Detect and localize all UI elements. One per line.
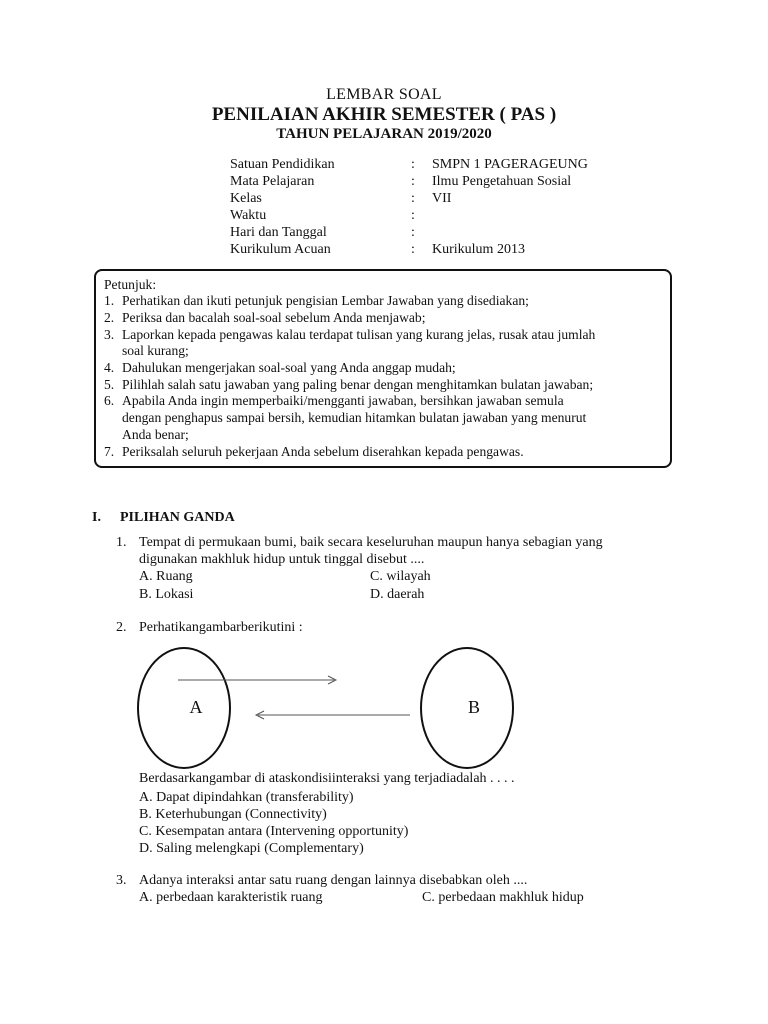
section-number: I. <box>92 510 101 525</box>
label-b: B <box>467 697 481 717</box>
label-a: A <box>189 697 203 717</box>
answer-option: B. Keterhubungan (Connectivity) <box>139 807 327 822</box>
question-text: Perhatikangambarberikutini : <box>139 620 303 635</box>
question-number: 2. <box>116 620 127 635</box>
instruction-number: 6. <box>104 393 115 408</box>
answer-option: D. daerah <box>370 587 425 602</box>
info-colon: : <box>411 191 415 206</box>
instruction-number: 2. <box>104 310 115 325</box>
instruction-number: 1. <box>104 293 115 308</box>
answer-option: B. Lokasi <box>139 587 194 602</box>
question-text: Adanya interaksi antar satu ruang dengan lainnya disebabkan oleh .... <box>139 873 528 888</box>
instruction-text: Pilihlah salah satu jawaban yang paling benar dengan menghitamkan bulatan jawaban; <box>122 377 594 392</box>
info-colon: : <box>411 174 415 189</box>
instruction-number: 3. <box>104 327 115 342</box>
info-colon: : <box>411 157 415 172</box>
answer-option: A. Ruang <box>139 569 193 584</box>
info-label: Kelas <box>230 191 262 206</box>
instruction-number: 5. <box>104 377 115 392</box>
instruction-text: Periksalah seluruh pekerjaan Anda sebelum diserahkan kepada pengawas. <box>122 444 524 459</box>
question-number: 1. <box>116 535 127 550</box>
exam-title: PENILAIAN AKHIR SEMESTER ( PAS ) <box>211 104 557 125</box>
answer-option: A. perbedaan karakteristik ruang <box>139 890 323 905</box>
question-text: Berdasarkangambar di ataskondisiinteraksi yang terjadiadalah . . . . <box>139 771 515 786</box>
info-label: Satuan Pendidikan <box>230 157 335 172</box>
academic-year: TAHUN PELAJARAN 2019/2020 <box>276 126 492 142</box>
info-value: Kurikulum 2013 <box>432 242 525 257</box>
info-colon: : <box>411 242 415 257</box>
info-label: Waktu <box>230 208 267 223</box>
instruction-text: dengan penghapus sampai bersih, kemudian hitamkan bulatan jawaban yang menurut <box>122 410 587 425</box>
instruction-text: Laporkan kepada pengawas kalau terdapat tulisan yang kurang jelas, rusak atau jumlah <box>122 327 596 342</box>
info-value: Ilmu Pengetahuan Sosial <box>432 174 572 189</box>
instruction-number: 7. <box>104 444 115 459</box>
instruction-text: Periksa dan bacalah soal-soal sebelum Anda menjawab; <box>122 310 426 325</box>
info-value: SMPN 1 PAGERAGEUNG <box>432 157 588 172</box>
instruction-text: Dahulukan mengerjakan soal-soal yang Anda anggap mudah; <box>122 360 456 375</box>
info-value: VII <box>432 191 452 206</box>
interaction-diagram <box>130 646 550 770</box>
answer-option: C. perbedaan makhluk hidup <box>422 890 584 905</box>
info-label: Mata Pelajaran <box>230 174 315 189</box>
instructions-title: Petunjuk: <box>104 277 157 292</box>
info-colon: : <box>411 208 415 223</box>
circle-a <box>138 648 230 768</box>
answer-option: A. Dapat dipindahkan (transferability) <box>139 790 354 805</box>
question-number: 3. <box>116 873 127 888</box>
answer-option: C. Kesempatan antara (Intervening opportunity) <box>139 824 409 839</box>
instruction-text: Apabila Anda ingin memperbaiki/mengganti jawaban, bersihkan jawaban semula <box>122 393 564 408</box>
instruction-number: 4. <box>104 360 115 375</box>
question-text: digunakan makhluk hidup untuk tinggal disebut .... <box>139 552 425 567</box>
instruction-text: Anda benar; <box>122 427 189 442</box>
info-label: Hari dan Tanggal <box>230 225 327 240</box>
answer-option: D. Saling melengkapi (Complementary) <box>139 841 364 856</box>
info-label: Kurikulum Acuan <box>230 242 331 257</box>
info-colon: : <box>411 225 415 240</box>
instruction-text: Perhatikan dan ikuti petunjuk pengisian Lembar Jawaban yang disediakan; <box>122 293 529 308</box>
instruction-text: soal kurang; <box>122 343 189 358</box>
question-text: Tempat di permukaan bumi, baik secara keseluruhan maupun hanya sebagian yang <box>139 535 603 550</box>
sheet-title: LEMBAR SOAL <box>326 86 442 103</box>
answer-option: C. wilayah <box>370 569 431 584</box>
section-title: PILIHAN GANDA <box>120 510 235 525</box>
